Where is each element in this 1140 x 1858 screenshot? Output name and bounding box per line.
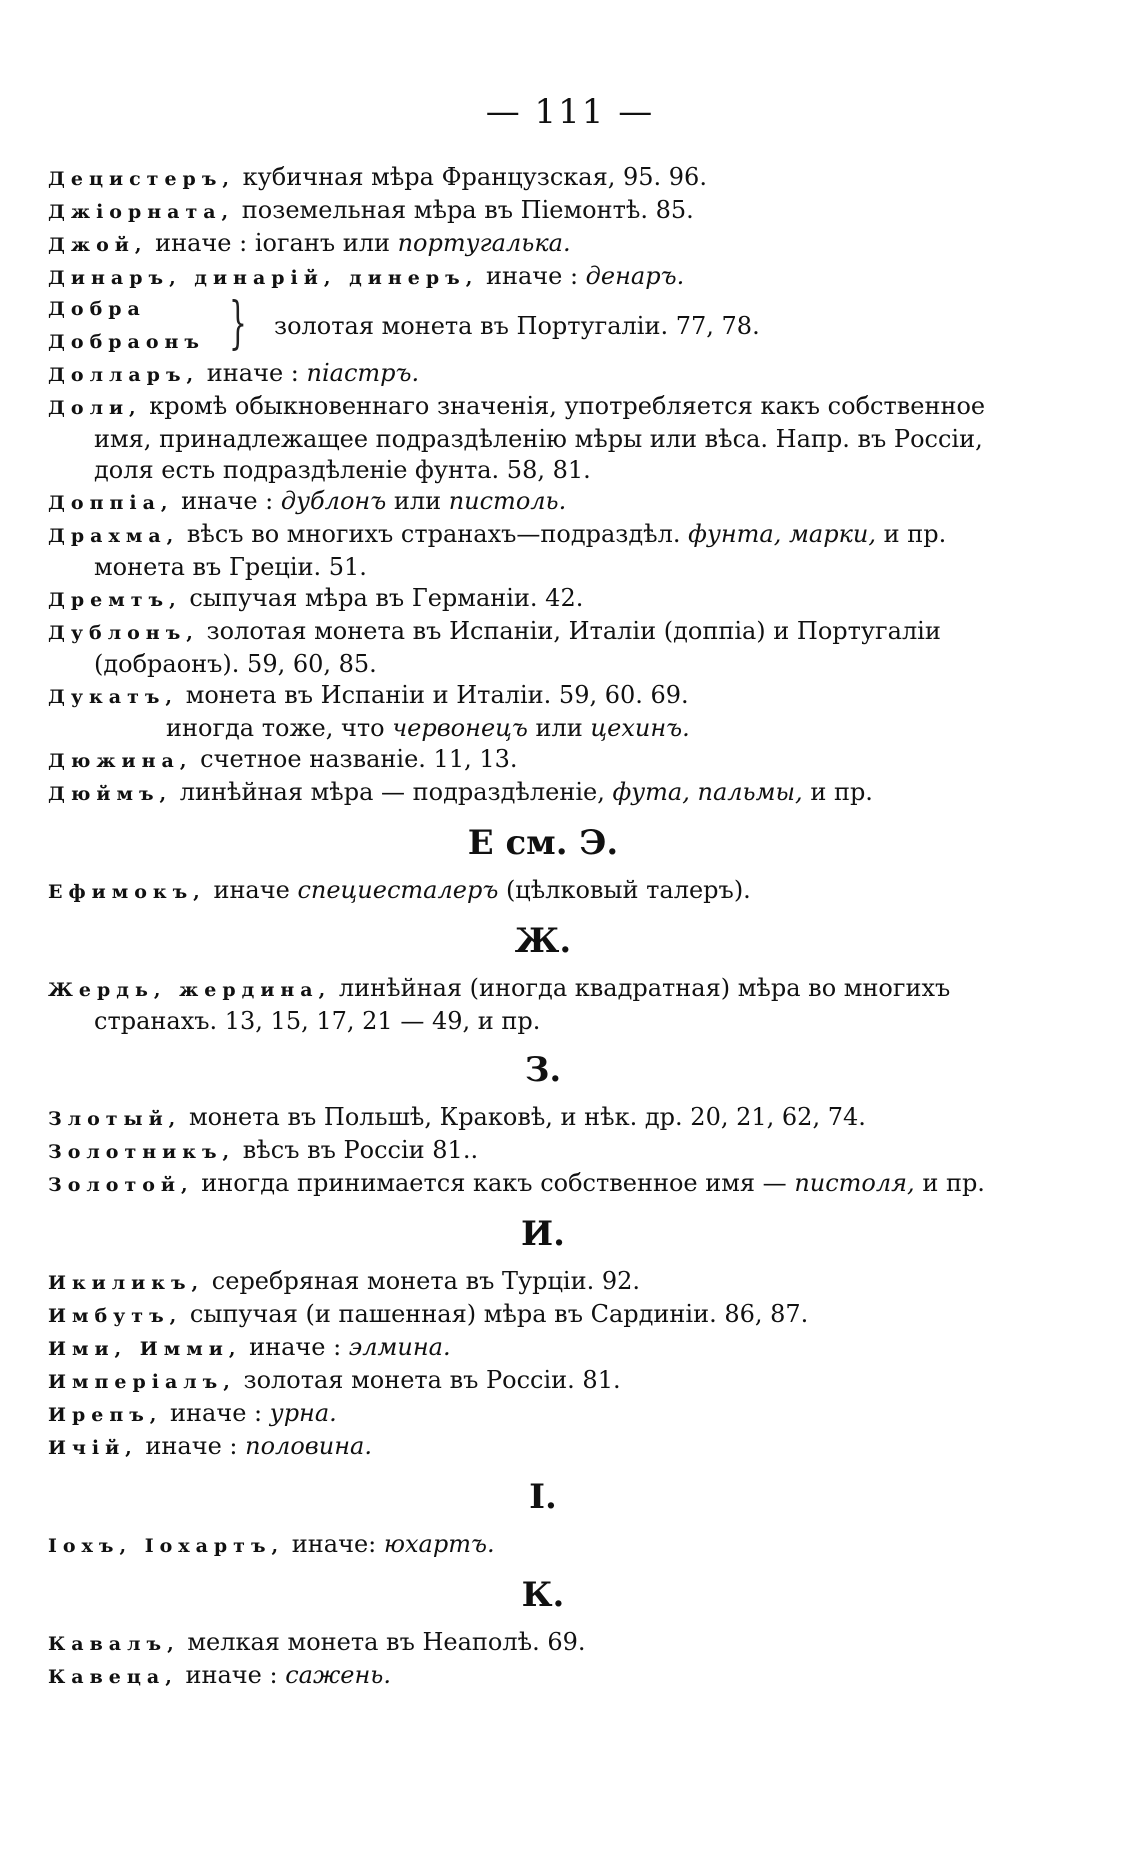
entry-dzhiornata: Джіорната, поземельная мѣра въ Піемонтѣ. 85. bbox=[48, 196, 694, 224]
entry-dukat-continuation: иногда тоже, что червонецъ или цехинъ. bbox=[166, 714, 690, 742]
entry-kaveca: Кавеца, иначе : сажень. bbox=[48, 1661, 391, 1689]
entry-zloty: Злотый, монета въ Польшѣ, Краковѣ, и нѣк. др. 20, 21, 62, 74. bbox=[48, 1103, 866, 1131]
heading-zh: Ж. bbox=[514, 921, 572, 961]
entry-dobra: Добра Добраонъ } золотая монета въ Португаліи. 77, 78. bbox=[48, 291, 760, 356]
section-d bbox=[48, 162, 1038, 1693]
heading-e: Е см. Э. bbox=[467, 823, 619, 863]
entry-dyuim: Дюймъ, линѣйная мѣра — подраздѣленіе, фута, пальмы, и пр. bbox=[48, 778, 873, 806]
entry-zolotoi: Золотой, иногда принимается какъ собственное имя — пистоля, и пр. bbox=[48, 1169, 985, 1197]
entry-imi: Ими, Имми, иначе : элмина. bbox=[48, 1333, 451, 1361]
entry-dremt: Дремтъ, сыпучая мѣра въ Германіи. 42. bbox=[48, 584, 584, 612]
heading-i: И. bbox=[521, 1214, 565, 1254]
entry-ichii: Ичій, иначе : половина. bbox=[48, 1432, 372, 1460]
entry-dyuzhina: Дюжина, счетное названіе. 11, 13. bbox=[48, 745, 518, 773]
entry-dublon: Дублонъ, золотая монета въ Испаніи, Италіи (доппіа) и Португаліи (добраонъ). 59, 60, 85. bbox=[48, 617, 941, 678]
entry-doppia: Доппіа, иначе : дублонъ или пистоль. bbox=[48, 487, 567, 515]
entry-zherd: Жердь, жердина, линѣйная (иногда квадратная) мѣра во многихъ странахъ. 13, 15, 17, 21 — 49, и пр. bbox=[48, 974, 951, 1035]
entry-dzhoi: Джой, иначе : іоганъ или португалька. bbox=[48, 229, 571, 257]
entry-ikilik: Икиликъ, серебряная монета въ Турціи. 92. bbox=[48, 1267, 641, 1295]
entry-doli: Доли, кромѣ обыкновеннаго значенія, употребляется какъ собственное имя, принадлежащее подраздѣленію мѣры или вѣса. Напр. въ Россіи, доля есть подраздѣленіе фунта. 58, 81. bbox=[48, 392, 986, 484]
page-number: — 111 — bbox=[485, 92, 655, 132]
entry-decister: Децистеръ, кубичная мѣра Французская, 95. 96. bbox=[48, 163, 707, 191]
heading-k: К. bbox=[521, 1575, 565, 1615]
entry-imperial: Имперіалъ, золотая монета въ Россіи. 81. bbox=[48, 1366, 621, 1394]
brace-glyph: } bbox=[229, 291, 247, 356]
entry-iokh: Іохъ, Іохартъ, иначе: юхартъ. bbox=[48, 1530, 495, 1558]
heading-z: З. bbox=[524, 1050, 562, 1090]
entry-drahma: Драхма, вѣсъ во многихъ странахъ—подраздѣл. фунта, марки, и пр. монета въ Греціи. 51. bbox=[48, 520, 947, 581]
entry-zolotnik: Золотникъ, вѣсъ въ Россіи 81.. bbox=[48, 1136, 479, 1164]
entry-imbut: Имбутъ, сыпучая (и пашенная) мѣра въ Сардиніи. 86, 87. bbox=[48, 1300, 809, 1328]
entry-efimok: Ефимокъ, иначе специесталеръ (цѣлковый талеръ). bbox=[48, 876, 751, 904]
heading-i-decimal: I. bbox=[529, 1477, 557, 1517]
entry-dollar: Долларъ, иначе : піастръ. bbox=[48, 359, 420, 387]
entry-irep: Ирепъ, иначе : урна. bbox=[48, 1399, 337, 1427]
entry-dukat: Дукатъ, монета въ Испаніи и Италіи. 59, 60. 69. bbox=[48, 681, 689, 709]
entry-kaval: Кавалъ, мелкая монета въ Неаполѣ. 69. bbox=[48, 1628, 586, 1656]
entry-dinar: Динаръ, динарій, динеръ, иначе : денаръ. bbox=[48, 262, 685, 290]
